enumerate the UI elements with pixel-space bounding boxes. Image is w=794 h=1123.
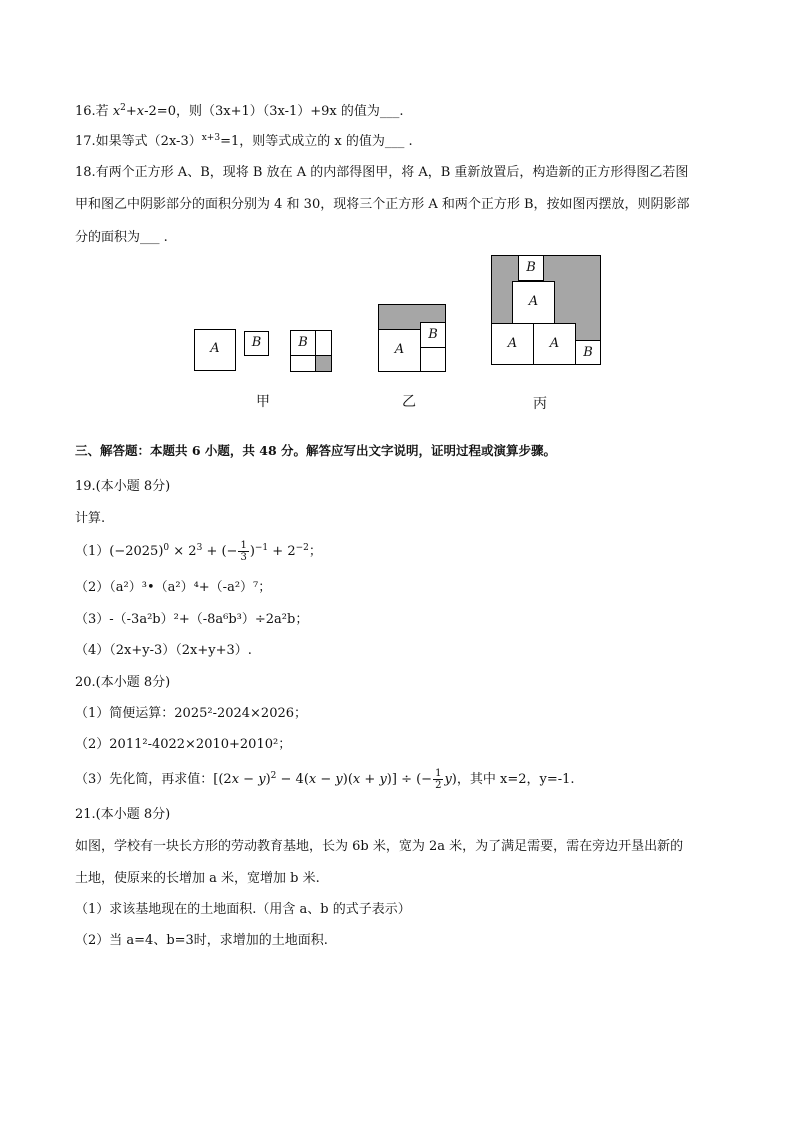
q20-p3-suffix: ，其中 x=2，y=-1. <box>456 772 575 787</box>
square-b <box>420 322 446 348</box>
outer-square-bing <box>491 255 601 365</box>
q19-header: 19.(本小题 8分) <box>75 479 171 494</box>
q19-part-2: （2）（a²）³•（a²）⁴+（-a²）⁷； <box>75 580 272 595</box>
q17-exponent: x+3 <box>201 133 221 143</box>
square-b-top <box>518 255 544 281</box>
caption-bing: 丙 <box>533 396 547 412</box>
q19-part-1: $(1)(-2025)^0 \times 2^3$ + (− $\frac{1}{3}$ )$^{-1} + 2^{-2}$； <box>75 540 322 563</box>
inner-square-b <box>290 330 316 356</box>
q19-part-3: （3）-（-3a²b）²+（-8a⁶b³）÷2a²b； <box>75 612 309 627</box>
label-a: A <box>507 336 518 351</box>
square-a <box>194 329 236 371</box>
fraction: $\frac{1}{2}$ <box>435 768 442 791</box>
q18-line-3: 分的面积为___ . <box>75 230 168 245</box>
fraction: $\frac{1}{3}$ <box>240 540 247 563</box>
square-b <box>244 331 269 356</box>
q19-p1-prefix: （1） <box>75 544 110 559</box>
q17-text-b: =1，则等式成立的 x 的值为___ . <box>220 134 413 149</box>
outer-square-yi <box>378 304 446 372</box>
divider <box>315 331 316 371</box>
q21-header: 21.(本小题 8分) <box>75 807 171 822</box>
q19-intro: 计算. <box>75 511 106 526</box>
label-b: B <box>251 335 262 350</box>
label-b: B <box>428 327 438 342</box>
square-a-left <box>491 323 534 365</box>
q18-line-2: 甲和图乙中阴影部分的面积分别为 4 和 30，现将三个正方形 A 和两个正方形 B，按如图丙摆放，则阴影部 <box>75 197 690 212</box>
section-3-title: 三、解答题：本题共 6 小题，共 48 分。解答应写出文字说明，证明过程或演算步骤。 <box>75 443 557 458</box>
q18-line-1: 18.有两个正方形 A、B，现将 B 放在 A 的内部得图甲，将 A，B 重新放置后，构造新的正方形得图乙若图 <box>75 165 689 180</box>
shaded-region-jia <box>315 355 332 372</box>
q20-header: 20.(本小题 8分) <box>75 675 171 690</box>
square-a-with-b <box>290 330 332 372</box>
square-b-bottom <box>575 340 601 365</box>
q20-part-3: （3）先化简，再求值：$[(2x - y)^2 - 4(x - y)(x + y)]$ ÷ (− $\frac{1}{2}$ y)，其中 x=2，y=-1. <box>75 768 575 791</box>
white-region <box>420 347 446 372</box>
caption-jia: 甲 <box>256 394 270 410</box>
q21-line-1: 如图，学校有一块长方形的劳动教育基地，长为 6b 米，宽为 2a 米，为了满足需要，需在旁边开垦出新的 <box>75 839 684 854</box>
square-a-right <box>533 323 576 365</box>
question-16: 16.若 $x^2+x-2=0$，则（3x+1）（3x-1）+9x 的值为___. <box>75 103 404 119</box>
q19-part-4: （4）（2x+y-3）（2x+y+3）. <box>75 643 252 658</box>
q21-part-1: （1）求该基地现在的土地面积.（用含 a、b 的式子表示） <box>75 902 411 917</box>
square-a <box>378 329 421 372</box>
square-a-middle <box>512 281 555 324</box>
q20-p3-prefix: （3）先化简，再求值： <box>75 772 214 787</box>
label-a: A <box>528 294 539 309</box>
q21-part-2: （2）当 a=4、b=3时，求增加的土地面积. <box>75 933 328 948</box>
caption-yi: 乙 <box>402 394 416 410</box>
label-b: B <box>583 345 593 360</box>
label-b: B <box>526 260 536 275</box>
q17-text-a: 17.如果等式（2x-3） <box>75 134 202 149</box>
label-a: A <box>549 336 560 351</box>
label-a: A <box>210 341 220 356</box>
q21-line-2: 土地，使原来的长增加 a 米，宽增加 b 米. <box>75 871 320 886</box>
q20-part-2: （2）2011²-4022×2010+2010²； <box>75 737 292 752</box>
divider <box>291 355 331 356</box>
label-b: B <box>298 335 308 350</box>
q20-part-1: （1）简便运算：2025²-2024×2026； <box>75 706 308 721</box>
q16-rest: ，则（3x+1）（3x-1）+9x 的值为___. <box>175 104 404 119</box>
q16-prefix: 16.若 <box>75 104 113 119</box>
label-a: A <box>394 342 405 357</box>
question-17 <box>75 133 413 151</box>
